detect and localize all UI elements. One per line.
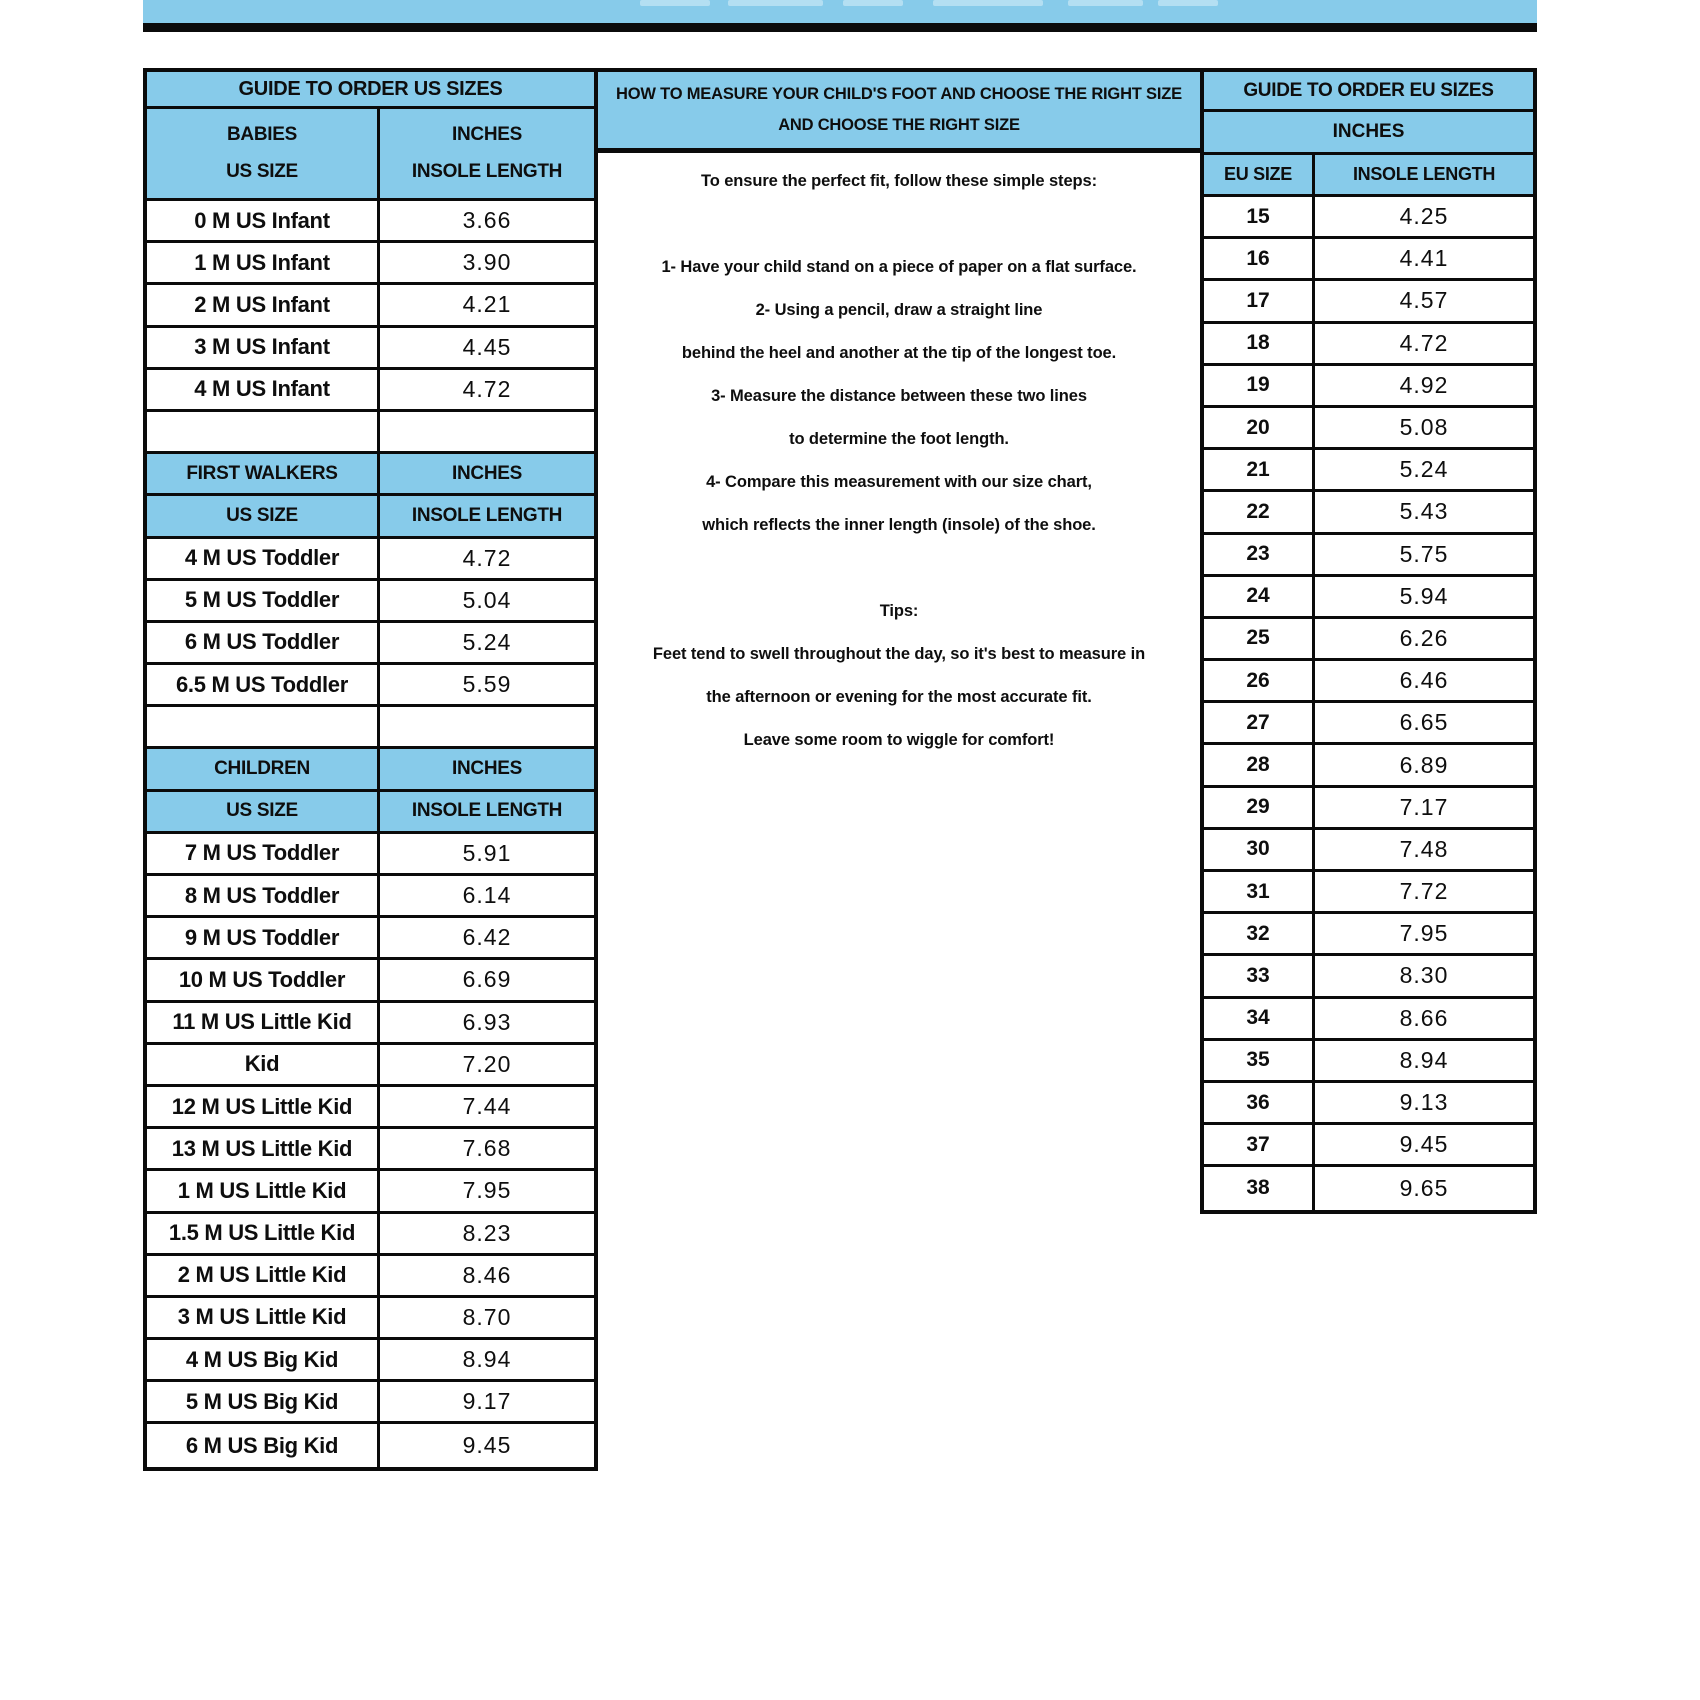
banner-cutoff-text [843,0,903,6]
spacer-cell [147,707,380,746]
us-size-cell: Kid [147,1045,380,1084]
us-size-cell: 13 M US Little Kid [147,1129,380,1168]
us-insole-length-cell: 7.95 [462,1177,512,1204]
us-insole-length-cell: 4.21 [462,291,512,318]
eu-size-row [1204,324,1533,366]
eu-size-row [1204,535,1533,577]
eu-length-column-label: INSOLE LENGTH [1352,164,1496,184]
us-size-cell: 0 M US Infant [147,201,380,240]
spacer-cell [380,412,594,451]
us-insole-length-cell: 6.14 [462,882,512,909]
us-size-row [147,960,594,1002]
us-size-cell: 9 M US Toddler [147,918,380,957]
eu-insole-length-cell: 5.24 [1399,456,1449,483]
measure-instruction-line: the afternoon or evening for the most accurate fit. [706,688,1092,706]
us-table-size-header-cell [147,109,380,198]
us-section-unit-cell: INCHES [452,758,522,780]
measure-instruction-line: 1- Have your child stand on a piece of paper on a flat surface. [661,258,1137,276]
eu-insole-length-cell: 6.46 [1399,667,1449,694]
eu-size-row [1204,914,1533,956]
eu-size-row [1204,577,1533,619]
eu-size-row [1204,239,1533,281]
us-size-row [147,1003,594,1045]
eu-size-row [1204,281,1533,323]
us-size-cell: 4 M US Big Kid [147,1340,380,1379]
eu-size-cell: 35 [1204,1041,1315,1080]
us-unit-label: INCHES [452,124,522,146]
eu-insole-length-cell: 4.41 [1399,245,1449,272]
us-size-cell: 2 M US Little Kid [147,1256,380,1295]
measuring-header-line2: AND CHOOSE THE RIGHT SIZE [778,116,1020,134]
eu-size-row [1204,872,1533,914]
eu-table-title-row [1204,72,1533,112]
us-size-row [147,623,594,665]
us-insole-length-cell: 7.44 [462,1093,512,1120]
us-table-title-row [147,72,594,109]
us-size-row [147,918,594,960]
eu-size-cell: 38 [1204,1167,1315,1209]
eu-size-row [1204,450,1533,492]
us-size-row [147,243,594,285]
eu-size-row [1204,619,1533,661]
eu-insole-length-cell: 9.13 [1399,1089,1449,1116]
measuring-instructions-body [598,153,1200,762]
eu-insole-length-cell: 4.57 [1399,287,1449,314]
eu-insole-length-cell: 5.43 [1399,498,1449,525]
us-size-cell: 3 M US Infant [147,328,380,367]
eu-insole-length-cell: 9.65 [1399,1174,1449,1201]
us-size-cell: 12 M US Little Kid [147,1087,380,1126]
us-size-row [147,285,594,327]
eu-size-row [1204,1125,1533,1167]
eu-insole-length-cell: 7.48 [1399,835,1449,862]
eu-size-cell: 36 [1204,1083,1315,1122]
top-banner [143,0,1537,32]
us-insole-length-cell: 7.20 [462,1050,512,1077]
eu-size-cell: 26 [1204,661,1315,700]
us-insole-length-cell: 6.42 [462,924,512,951]
spacer-row [147,412,594,454]
eu-size-cell: 16 [1204,239,1315,278]
us-size-row [147,1424,594,1466]
eu-table-rows [1204,197,1533,1210]
us-size-row [147,1087,594,1129]
measure-instruction-line: which reflects the inner length (insole) of the shoe. [702,516,1096,534]
eu-insole-length-cell: 6.65 [1399,709,1449,736]
eu-insole-length-cell: 5.08 [1399,414,1449,441]
us-insole-length-cell: 8.70 [462,1303,512,1330]
eu-insole-length-cell: 8.94 [1399,1046,1449,1073]
us-insole-length-cell: 3.66 [462,207,512,234]
us-section-group-cell: US SIZE [147,792,380,831]
measure-instruction-line: 3- Measure the distance between these two lines [711,387,1087,405]
eu-size-row [1204,956,1533,998]
us-size-row [147,665,594,707]
eu-insole-length-cell: 7.17 [1399,793,1449,820]
us-size-cell: 4 M US Toddler [147,539,380,578]
eu-insole-length-cell: 5.75 [1399,540,1449,567]
eu-insole-length-cell: 5.94 [1399,582,1449,609]
us-size-cell: 1 M US Infant [147,243,380,282]
eu-table-column-header-row [1204,155,1533,197]
eu-size-cell: 21 [1204,450,1315,489]
us-insole-length-cell: 5.59 [462,671,512,698]
eu-insole-length-cell: 4.92 [1399,371,1449,398]
measure-instruction-line [598,203,1200,246]
eu-size-column-label: EU SIZE [1204,155,1315,194]
us-size-row [147,1171,594,1213]
measure-instruction-line: 2- Using a pencil, draw a straight line [755,301,1043,319]
us-size-row [147,370,594,412]
us-size-cell: 1.5 M US Little Kid [147,1214,380,1253]
us-section-group-cell: FIRST WALKERS [147,454,380,493]
measure-instruction-line: 4- Compare this measurement with our size chart, [706,473,1092,491]
us-size-cell: 6.5 M US Toddler [147,665,380,704]
eu-size-cell: 20 [1204,408,1315,447]
us-size-cell: 6 M US Toddler [147,623,380,662]
eu-size-row [1204,1167,1533,1209]
eu-size-cell: 27 [1204,703,1315,742]
us-insole-length-cell: 5.04 [462,586,512,613]
eu-insole-length-cell: 6.89 [1399,751,1449,778]
spacer-cell [147,412,380,451]
eu-size-cell: 17 [1204,281,1315,320]
eu-size-row [1204,366,1533,408]
measure-instruction-line: to determine the foot length. [789,430,1009,448]
us-size-table [143,68,598,1471]
us-table-title: GUIDE TO ORDER US SIZES [238,77,503,100]
eu-size-row [1204,197,1533,239]
eu-size-row [1204,492,1533,534]
us-group-label: BABIES [227,124,297,146]
eu-size-cell: 23 [1204,535,1315,574]
eu-size-cell: 29 [1204,788,1315,827]
eu-insole-length-cell: 7.72 [1399,878,1449,905]
us-size-cell: 3 M US Little Kid [147,1298,380,1337]
us-size-row [147,1214,594,1256]
us-size-cell: 11 M US Little Kid [147,1003,380,1042]
eu-insole-length-cell: 6.26 [1399,624,1449,651]
banner-cutoff-text [728,0,823,6]
eu-insole-length-cell: 9.45 [1399,1131,1449,1158]
measure-instruction-line: Tips: [879,602,919,620]
us-insole-length-cell: 8.23 [462,1219,512,1246]
us-table-rows [147,201,594,1467]
eu-insole-length-cell: 8.30 [1399,962,1449,989]
us-section-unit-cell: INCHES [452,462,522,484]
banner-cutoff-text [933,0,1043,6]
us-size-row [147,1129,594,1171]
eu-size-cell: 33 [1204,956,1315,995]
spacer-cell [380,707,594,746]
us-size-row [147,834,594,876]
us-size-cell: 10 M US Toddler [147,960,380,999]
eu-size-cell: 24 [1204,577,1315,616]
eu-size-cell: 31 [1204,872,1315,911]
measure-instruction-line: behind the heel and another at the tip of the longest toe. [681,344,1117,362]
us-size-cell: 8 M US Toddler [147,876,380,915]
us-size-row [147,201,594,243]
eu-size-cell: 30 [1204,830,1315,869]
measure-instruction-line: Leave some room to wiggle for comfort! [743,731,1055,749]
eu-size-row [1204,1083,1533,1125]
us-table-length-header-cell [380,109,594,198]
banner-cutoff-text [640,0,710,6]
measure-instruction-line [598,547,1200,590]
us-size-cell: 4 M US Infant [147,370,380,409]
eu-size-cell: 15 [1204,197,1315,236]
eu-size-row [1204,830,1533,872]
eu-size-cell: 32 [1204,914,1315,953]
us-section-header-row [147,496,594,538]
measuring-instructions [598,68,1200,762]
eu-size-row [1204,788,1533,830]
us-size-cell: 5 M US Toddler [147,581,380,620]
eu-size-cell: 22 [1204,492,1315,531]
eu-size-row [1204,661,1533,703]
eu-table-title: GUIDE TO ORDER EU SIZES [1243,79,1494,101]
eu-size-cell: 19 [1204,366,1315,405]
banner-cutoff-text [1158,0,1218,6]
measuring-header-line1: HOW TO MEASURE YOUR CHILD'S FOOT AND CHOOSE THE RIGHT SIZE [616,85,1182,103]
eu-size-row [1204,1041,1533,1083]
eu-insole-length-cell: 7.95 [1399,920,1449,947]
us-size-cell: 7 M US Toddler [147,834,380,873]
us-insole-length-cell: 4.72 [462,544,512,571]
measure-instruction-line: Feet tend to swell throughout the day, so it's best to measure in [652,645,1146,663]
us-table-top-header-row [147,109,594,201]
us-size-cell: 6 M US Big Kid [147,1424,380,1466]
measure-instruction-line: To ensure the perfect fit, follow these simple steps: [701,172,1097,190]
us-length-column-label: INSOLE LENGTH [411,160,563,182]
us-section-unit-cell: INSOLE LENGTH [411,800,563,822]
us-size-cell: 5 M US Big Kid [147,1382,380,1421]
us-insole-length-cell: 5.24 [462,628,512,655]
us-section-header-row [147,454,594,496]
eu-size-cell: 34 [1204,999,1315,1038]
us-size-cell: 1 M US Little Kid [147,1171,380,1210]
us-section-header-row [147,749,594,791]
us-insole-length-cell: 8.94 [462,1346,512,1373]
us-section-group-cell: CHILDREN [147,749,380,788]
us-insole-length-cell: 9.45 [462,1432,512,1459]
eu-size-cell: 37 [1204,1125,1315,1164]
us-insole-length-cell: 5.91 [462,839,512,866]
us-size-column-label: US SIZE [226,160,298,182]
us-size-cell: 2 M US Infant [147,285,380,324]
us-insole-length-cell: 8.46 [462,1261,512,1288]
us-insole-length-cell: 6.93 [462,1008,512,1035]
us-size-row [147,581,594,623]
us-insole-length-cell: 4.72 [462,375,512,402]
us-size-row [147,876,594,918]
eu-size-cell: 28 [1204,745,1315,784]
eu-insole-length-cell: 4.72 [1399,329,1449,356]
us-insole-length-cell: 3.90 [462,249,512,276]
measuring-instructions-header [598,68,1200,153]
us-size-row [147,1340,594,1382]
eu-size-row [1204,999,1533,1041]
us-insole-length-cell: 6.69 [462,966,512,993]
eu-insole-length-cell: 8.66 [1399,1004,1449,1031]
eu-size-cell: 25 [1204,619,1315,658]
eu-size-row [1204,408,1533,450]
us-insole-length-cell: 4.45 [462,333,512,360]
eu-insole-length-cell: 4.25 [1399,203,1449,230]
us-section-unit-cell: INSOLE LENGTH [411,504,563,526]
eu-size-table [1200,68,1537,1214]
us-size-row [147,539,594,581]
us-size-row [147,1045,594,1087]
eu-size-row [1204,745,1533,787]
us-section-group-cell: US SIZE [147,496,380,535]
spacer-row [147,707,594,749]
us-section-header-row [147,792,594,834]
us-size-row [147,1298,594,1340]
us-size-row [147,328,594,370]
us-insole-length-cell: 9.17 [462,1388,512,1415]
banner-cutoff-text [1068,0,1143,6]
us-insole-length-cell: 7.68 [462,1135,512,1162]
eu-size-cell: 18 [1204,324,1315,363]
eu-size-row [1204,703,1533,745]
eu-table-unit-row [1204,112,1533,155]
eu-unit-label: INCHES [1332,121,1405,142]
us-size-row [147,1382,594,1424]
us-size-row [147,1256,594,1298]
